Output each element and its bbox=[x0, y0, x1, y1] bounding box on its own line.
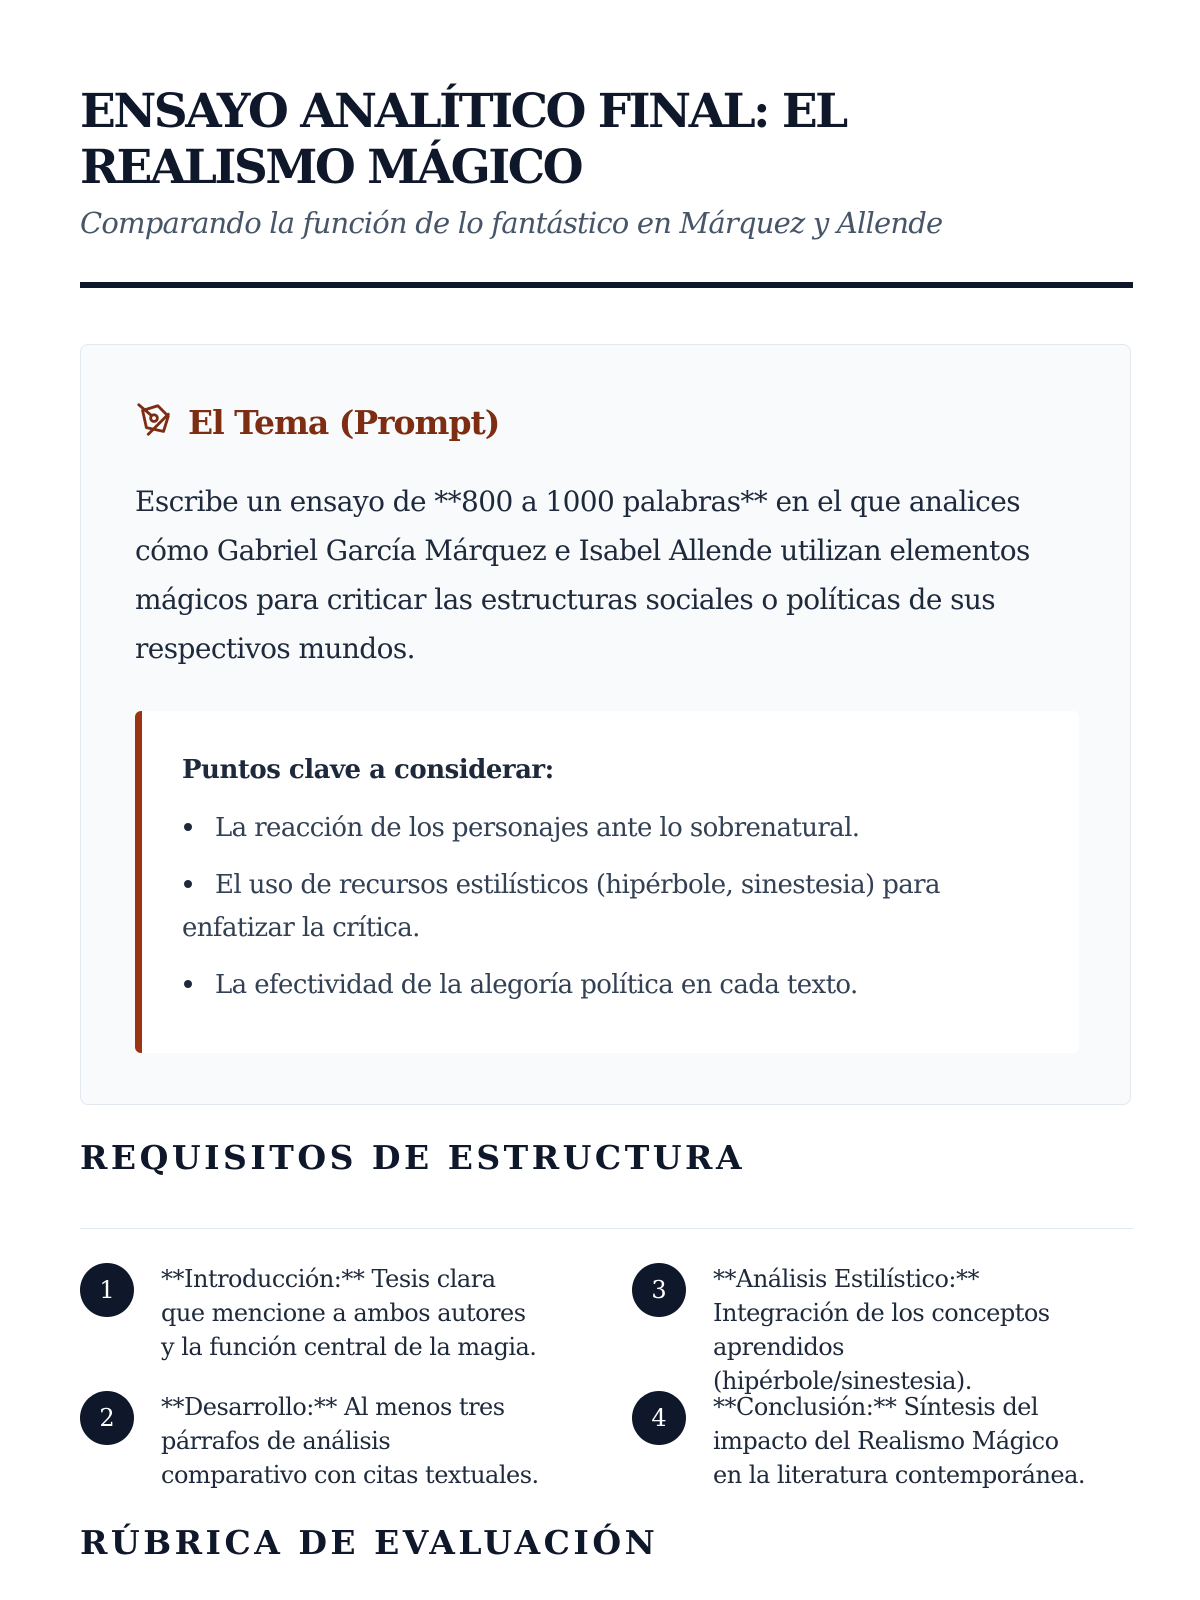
step-number-badge: 3 bbox=[632, 1263, 686, 1317]
requirement-item bbox=[632, 1262, 1092, 1398]
requirement-item bbox=[632, 1390, 1092, 1492]
key-points-list bbox=[182, 807, 982, 1021]
requirement-text: **Conclusión:** Síntesis del impacto del Realismo Mágico en la literatura contemporánea. bbox=[713, 1393, 1086, 1489]
requirement-text: **Introducción:** Tesis clara que mencione a ambos autores y la función central de la magia. bbox=[161, 1265, 537, 1361]
list-item: La reacción de los personajes ante lo sobrenatural. bbox=[182, 807, 982, 850]
requirement-text: **Desarrollo:** Al menos tres párrafos de análisis comparativo con citas textuales. bbox=[161, 1393, 539, 1489]
section-divider bbox=[80, 1228, 1133, 1229]
list-item: La efectividad de la alegoría política en cada texto. bbox=[182, 964, 982, 1007]
prompt-text: Escribe un ensayo de **800 a 1000 palabras** en el que analices cómo Gabriel García Márquez e Isabel Allende utilizan elementos mágicos para criticar las estructuras sociales o políticas de sus respectivos mundos. bbox=[135, 485, 1030, 665]
requirement-text: **Análisis Estilístico:** Integración de los conceptos aprendidos (hipérbole/sinestesia). bbox=[713, 1265, 1050, 1395]
structure-heading: REQUISITOS DE ESTRUCTURA bbox=[80, 1138, 746, 1177]
requirement-item bbox=[80, 1262, 540, 1364]
list-item: El uso de recursos estilísticos (hipérbole, sinestesia) para enfatizar la crítica. bbox=[182, 870, 940, 943]
prompt-heading bbox=[135, 401, 499, 443]
header bbox=[80, 84, 1132, 240]
bullet-icon bbox=[184, 880, 192, 888]
step-number-badge: 4 bbox=[632, 1391, 686, 1445]
bullet-icon bbox=[184, 980, 192, 988]
rubric-heading: RÚBRICA DE EVALUACIÓN bbox=[80, 1523, 659, 1562]
step-number-badge: 2 bbox=[80, 1391, 134, 1445]
page-subtitle: Comparando la función de lo fantástico en Márquez y Allende bbox=[80, 206, 943, 240]
requirement-item bbox=[80, 1390, 540, 1492]
prompt-card bbox=[80, 344, 1131, 1105]
prompt-title: El Tema (Prompt) bbox=[188, 402, 500, 442]
bullet-icon bbox=[184, 823, 192, 831]
key-points-title: Puntos clave a considerar: bbox=[182, 755, 554, 785]
key-points-box bbox=[135, 711, 1079, 1053]
step-number-badge: 1 bbox=[80, 1263, 134, 1317]
page-title: ENSAYO ANALÍTICO FINAL: EL REALISMO MÁGICO bbox=[80, 84, 846, 195]
pen-nib-icon bbox=[135, 401, 173, 443]
header-divider bbox=[80, 282, 1133, 288]
